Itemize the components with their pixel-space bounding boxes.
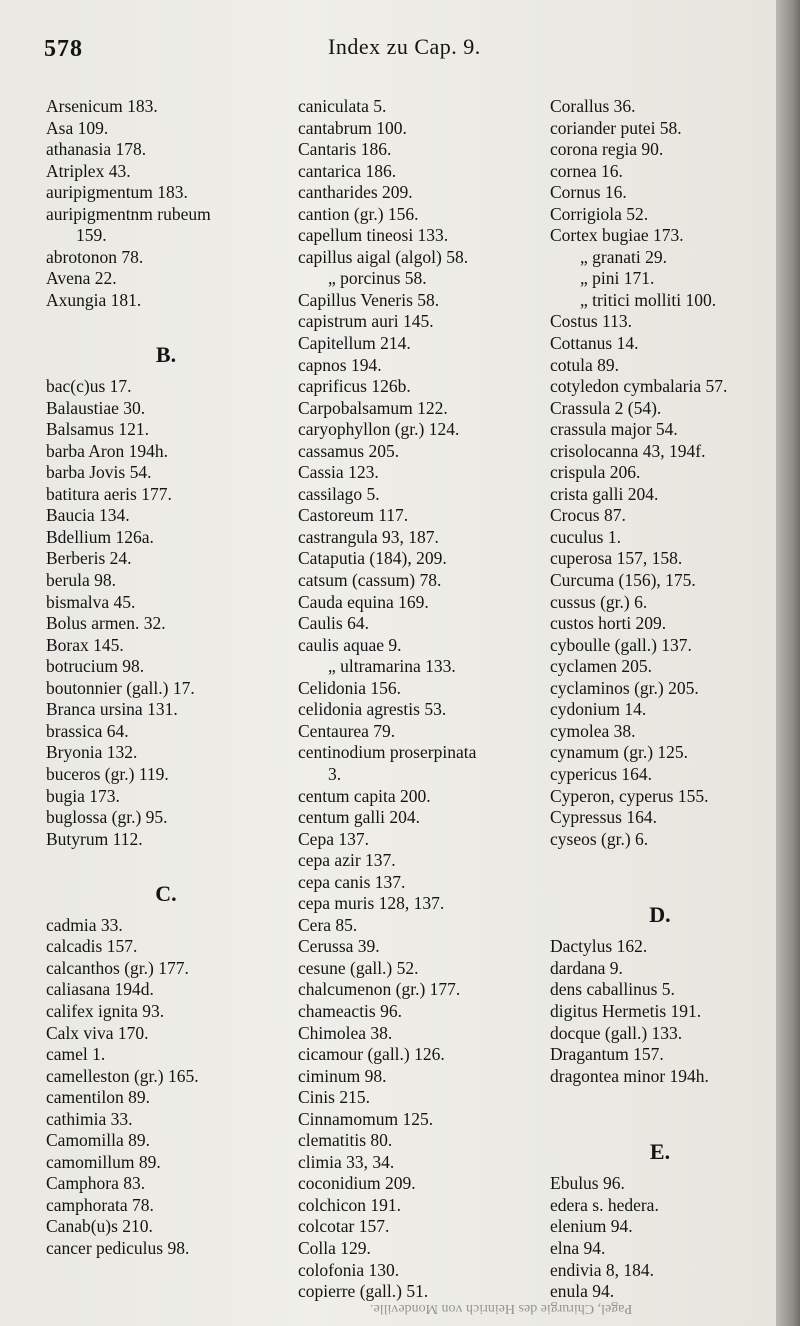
index-entry: colcotar 157. bbox=[298, 1216, 390, 1237]
index-entry: calcanthos (gr.) 177. bbox=[46, 957, 189, 978]
index-entry: chalcumenon (gr.) 177. bbox=[298, 979, 461, 1000]
index-entry: cydonium 14. bbox=[550, 699, 647, 720]
index-entry: capellum tineosi 133. bbox=[298, 225, 449, 246]
spacer bbox=[550, 872, 770, 894]
index-entry: Caulis 64. bbox=[298, 613, 369, 634]
page-edge bbox=[776, 0, 800, 1326]
index-entry: buceros (gr.) 119. bbox=[46, 763, 169, 784]
index-entry: Centaurea 79. bbox=[298, 720, 396, 741]
index-entry: Baucia 134. bbox=[46, 505, 130, 526]
index-entry: crassula major 54. bbox=[550, 419, 678, 440]
index-entry: Calx viva 170. bbox=[46, 1022, 149, 1043]
index-entry: endivia 8, 184. bbox=[550, 1259, 655, 1280]
index-entry: caniculata 5. bbox=[298, 96, 387, 116]
index-entry: chameactis 96. bbox=[298, 1000, 402, 1021]
index-entry: cancer pediculus 98. bbox=[46, 1237, 190, 1258]
index-entry: brassica 64. bbox=[46, 720, 129, 741]
index-entry: Ebulus 96. bbox=[550, 1173, 625, 1194]
index-entry: coconidium 209. bbox=[298, 1173, 416, 1194]
index-entry: Cortex bugiae 173. bbox=[550, 225, 684, 246]
spacer bbox=[550, 850, 770, 872]
index-entry: colchicon 191. bbox=[298, 1194, 402, 1215]
index-entry: Butyrum 112. bbox=[46, 828, 143, 849]
index-entry: coriander putei 58. bbox=[550, 117, 682, 138]
index-entry: abrotonon 78. bbox=[46, 246, 144, 267]
spacer bbox=[46, 850, 286, 872]
index-entry: custos horti 209. bbox=[550, 613, 667, 634]
index-entry: centum galli 204. bbox=[298, 807, 420, 828]
index-entry: caulis aquae 9. bbox=[298, 634, 402, 655]
index-entry: colofonia 130. bbox=[298, 1259, 400, 1280]
index-entry: Cottanus 14. bbox=[550, 333, 639, 354]
show-through-text: Pagel, Chirurgie des Heinrich von Mondeville. bbox=[370, 1301, 633, 1316]
index-entry: Crocus 87. bbox=[550, 505, 626, 526]
section-letter: C. bbox=[155, 880, 177, 906]
index-entry: „ ultramarina 133. bbox=[328, 656, 456, 677]
index-entry: castrangula 93, 187. bbox=[298, 526, 439, 547]
index-entry: cotyledon cymbalaria 57. bbox=[550, 376, 728, 397]
index-entry: Cypressus 164. bbox=[550, 807, 657, 828]
index-entry: berula 98. bbox=[46, 570, 116, 591]
index-entry: cepa muris 128, 137. bbox=[298, 893, 445, 914]
index-entry: capistrum auri 145. bbox=[298, 311, 434, 332]
index-entry: cadmia 33. bbox=[46, 914, 123, 935]
index-entry: auripigmentnm rubeum bbox=[46, 203, 211, 224]
index-entry: athanasia 178. bbox=[46, 139, 147, 160]
index-entry: catsum (cassum) 78. bbox=[298, 570, 442, 591]
index-entry: Capillus Veneris 58. bbox=[298, 289, 440, 310]
index-entry: crisolocanna 43, 194f. bbox=[550, 440, 706, 461]
index-entry: crispula 206. bbox=[550, 462, 641, 483]
index-entry: cathimia 33. bbox=[46, 1108, 133, 1129]
index-entry: cepa canis 137. bbox=[298, 871, 406, 892]
index-entry: Costus 113. bbox=[550, 311, 633, 332]
index-entry: califex ignita 93. bbox=[46, 1000, 165, 1021]
index-entry: elenium 94. bbox=[550, 1216, 633, 1237]
index-entry: „ pini 171. bbox=[580, 268, 655, 289]
index-entry: Corrigiola 52. bbox=[550, 203, 649, 224]
index-entry: calcadis 157. bbox=[46, 936, 138, 957]
index-entry: cyboulle (gall.) 137. bbox=[550, 634, 692, 655]
index-entry: celidonia agrestis 53. bbox=[298, 699, 447, 720]
index-entry: Cyperon, cyperus 155. bbox=[550, 785, 709, 806]
index-entry: dardana 9. bbox=[550, 957, 623, 978]
index-entry: cassilago 5. bbox=[298, 483, 380, 504]
index-entry: cyclaminos (gr.) 205. bbox=[550, 677, 699, 698]
index-entry: cepa azir 137. bbox=[298, 850, 396, 871]
index-entry: Castoreum 117. bbox=[298, 505, 409, 526]
index-entry: capillus aigal (algol) 58. bbox=[298, 246, 469, 267]
index-entry: cyseos (gr.) 6. bbox=[550, 828, 649, 849]
index-entry: camel 1. bbox=[46, 1044, 106, 1065]
index-entry: „ granati 29. bbox=[580, 246, 667, 267]
index-entry: cuculus 1. bbox=[550, 526, 621, 547]
index-entry: „ tritici molliti 100. bbox=[580, 289, 717, 310]
index-entry: bac(c)us 17. bbox=[46, 376, 132, 397]
index-column-2 bbox=[298, 96, 542, 1303]
index-entry: cesune (gall.) 52. bbox=[298, 957, 419, 978]
index-entry: enula 94. bbox=[550, 1281, 615, 1302]
index-entry: cantabrum 100. bbox=[298, 117, 407, 138]
index-entry: centum capita 200. bbox=[298, 785, 431, 806]
index-entry: cicamour (gall.) 126. bbox=[298, 1044, 445, 1065]
index-entry: Canab(u)s 210. bbox=[46, 1216, 153, 1237]
index-entry: bismalva 45. bbox=[46, 591, 136, 612]
index-entry: Bolus armen. 32. bbox=[46, 613, 166, 634]
index-entry: barba Jovis 54. bbox=[46, 462, 152, 483]
index-entry: copierre (gall.) 51. bbox=[298, 1281, 429, 1302]
index-entry: camentilon 89. bbox=[46, 1087, 151, 1108]
index-entry: 159. bbox=[76, 225, 107, 246]
index-entry: Carpobalsamum 122. bbox=[298, 397, 448, 418]
index-entry: „ porcinus 58. bbox=[328, 268, 427, 289]
index-entry: Berberis 24. bbox=[46, 548, 132, 569]
index-entry: Balsamus 121. bbox=[46, 419, 150, 440]
index-entry: botrucium 98. bbox=[46, 656, 145, 677]
index-entry: Balaustiae 30. bbox=[46, 397, 146, 418]
index-entry: Borax 145. bbox=[46, 634, 124, 655]
index-entry: cassamus 205. bbox=[298, 440, 400, 461]
index-entry: dragontea minor 194h. bbox=[550, 1065, 709, 1086]
spacer bbox=[550, 1109, 770, 1131]
index-entry: elna 94. bbox=[550, 1237, 606, 1258]
index-entry: caliasana 194d. bbox=[46, 979, 154, 1000]
index-entry: Axungia 181. bbox=[46, 289, 142, 310]
index-entry: barba Aron 194h. bbox=[46, 440, 168, 461]
index-entry: Crassula 2 (54). bbox=[550, 397, 662, 418]
index-entry: Cerussa 39. bbox=[298, 936, 380, 957]
index-entry: cussus (gr.) 6. bbox=[550, 591, 648, 612]
index-entry: cyclamen 205. bbox=[550, 656, 653, 677]
index-column-3 bbox=[550, 96, 770, 1303]
index-entry: Bdellium 126a. bbox=[46, 526, 154, 547]
index-entry: capnos 194. bbox=[298, 354, 382, 375]
index-entry: cuperosa 157, 158. bbox=[550, 548, 683, 569]
index-column-1 bbox=[46, 96, 286, 1260]
index-entry: Camphora 83. bbox=[46, 1173, 146, 1194]
index-entry: corona regia 90. bbox=[550, 139, 664, 160]
index-entry: Asa 109. bbox=[46, 117, 109, 138]
index-entry: Cera 85. bbox=[298, 914, 358, 935]
index-entry: edera s. hedera. bbox=[550, 1194, 659, 1215]
index-entry: docque (gall.) 133. bbox=[550, 1022, 683, 1043]
index-entry: climia 33, 34. bbox=[298, 1151, 395, 1172]
index-entry: Chimolea 38. bbox=[298, 1022, 393, 1043]
index-entry: Capitellum 214. bbox=[298, 333, 411, 354]
index-entry: cantion (gr.) 156. bbox=[298, 203, 419, 224]
index-entry: dens caballinus 5. bbox=[550, 979, 675, 1000]
index-entry: Curcuma (156), 175. bbox=[550, 570, 696, 591]
index-entry: Dragantum 157. bbox=[550, 1044, 664, 1065]
section-letter: D. bbox=[649, 902, 671, 928]
index-entry: centinodium proserpinata bbox=[298, 742, 477, 763]
index-entry: Cauda equina 169. bbox=[298, 591, 429, 612]
index-entry: 3. bbox=[328, 763, 342, 784]
index-entry: cynamum (gr.) 125. bbox=[550, 742, 689, 763]
index-entry: ciminum 98. bbox=[298, 1065, 387, 1086]
index-entry: Cinis 215. bbox=[298, 1087, 370, 1108]
section-letter: E. bbox=[649, 1139, 671, 1165]
index-entry: caprificus 126b. bbox=[298, 376, 411, 397]
index-entry: Cantaris 186. bbox=[298, 139, 392, 160]
index-entry: Arsenicum 183. bbox=[46, 96, 158, 116]
index-entry: cotula 89. bbox=[550, 354, 620, 375]
spacer bbox=[550, 1087, 770, 1109]
index-entry: Cataputia (184), 209. bbox=[298, 548, 447, 569]
index-entry: cantharides 209. bbox=[298, 182, 413, 203]
index-entry: Cornus 16. bbox=[550, 182, 627, 203]
index-entry: Bryonia 132. bbox=[46, 742, 138, 763]
index-entry: Atriplex 43. bbox=[46, 160, 131, 181]
index-entry: cantarica 186. bbox=[298, 160, 397, 181]
index-entry: Celidonia 156. bbox=[298, 677, 402, 698]
index-entry: cypericus 164. bbox=[550, 763, 653, 784]
spacer bbox=[46, 311, 286, 333]
page-number: 578 bbox=[44, 36, 83, 62]
index-entry: Cinnamomum 125. bbox=[298, 1108, 434, 1129]
index-entry: camelleston (gr.) 165. bbox=[46, 1065, 199, 1086]
index-entry: Colla 129. bbox=[298, 1237, 371, 1258]
index-entry: boutonnier (gall.) 17. bbox=[46, 677, 195, 698]
index-entry: bugia 173. bbox=[46, 785, 120, 806]
index-entry: digitus Hermetis 191. bbox=[550, 1000, 702, 1021]
index-entry: Camomilla 89. bbox=[46, 1130, 151, 1151]
index-entry: cymolea 38. bbox=[550, 720, 636, 741]
index-entry: auripigmentum 183. bbox=[46, 182, 188, 203]
index-entry: Cepa 137. bbox=[298, 828, 369, 849]
index-entry: Branca ursina 131. bbox=[46, 699, 178, 720]
index-entry: batitura aeris 177. bbox=[46, 483, 172, 504]
running-head: Index zu Cap. 9. bbox=[328, 34, 481, 59]
section-letter: B. bbox=[155, 342, 177, 368]
index-entry: buglossa (gr.) 95. bbox=[46, 807, 168, 828]
index-entry: cornea 16. bbox=[550, 160, 623, 181]
index-entry: Dactylus 162. bbox=[550, 936, 648, 957]
index-entry: camomillum 89. bbox=[46, 1151, 161, 1172]
index-entry: Avena 22. bbox=[46, 268, 117, 289]
index-entry: caryophyllon (gr.) 124. bbox=[298, 419, 460, 440]
index-entry: Cassia 123. bbox=[298, 462, 379, 483]
index-entry: clematitis 80. bbox=[298, 1130, 393, 1151]
index-entry: camphorata 78. bbox=[46, 1194, 154, 1215]
index-entry: Corallus 36. bbox=[550, 96, 636, 116]
index-entry: crista galli 204. bbox=[550, 483, 659, 504]
